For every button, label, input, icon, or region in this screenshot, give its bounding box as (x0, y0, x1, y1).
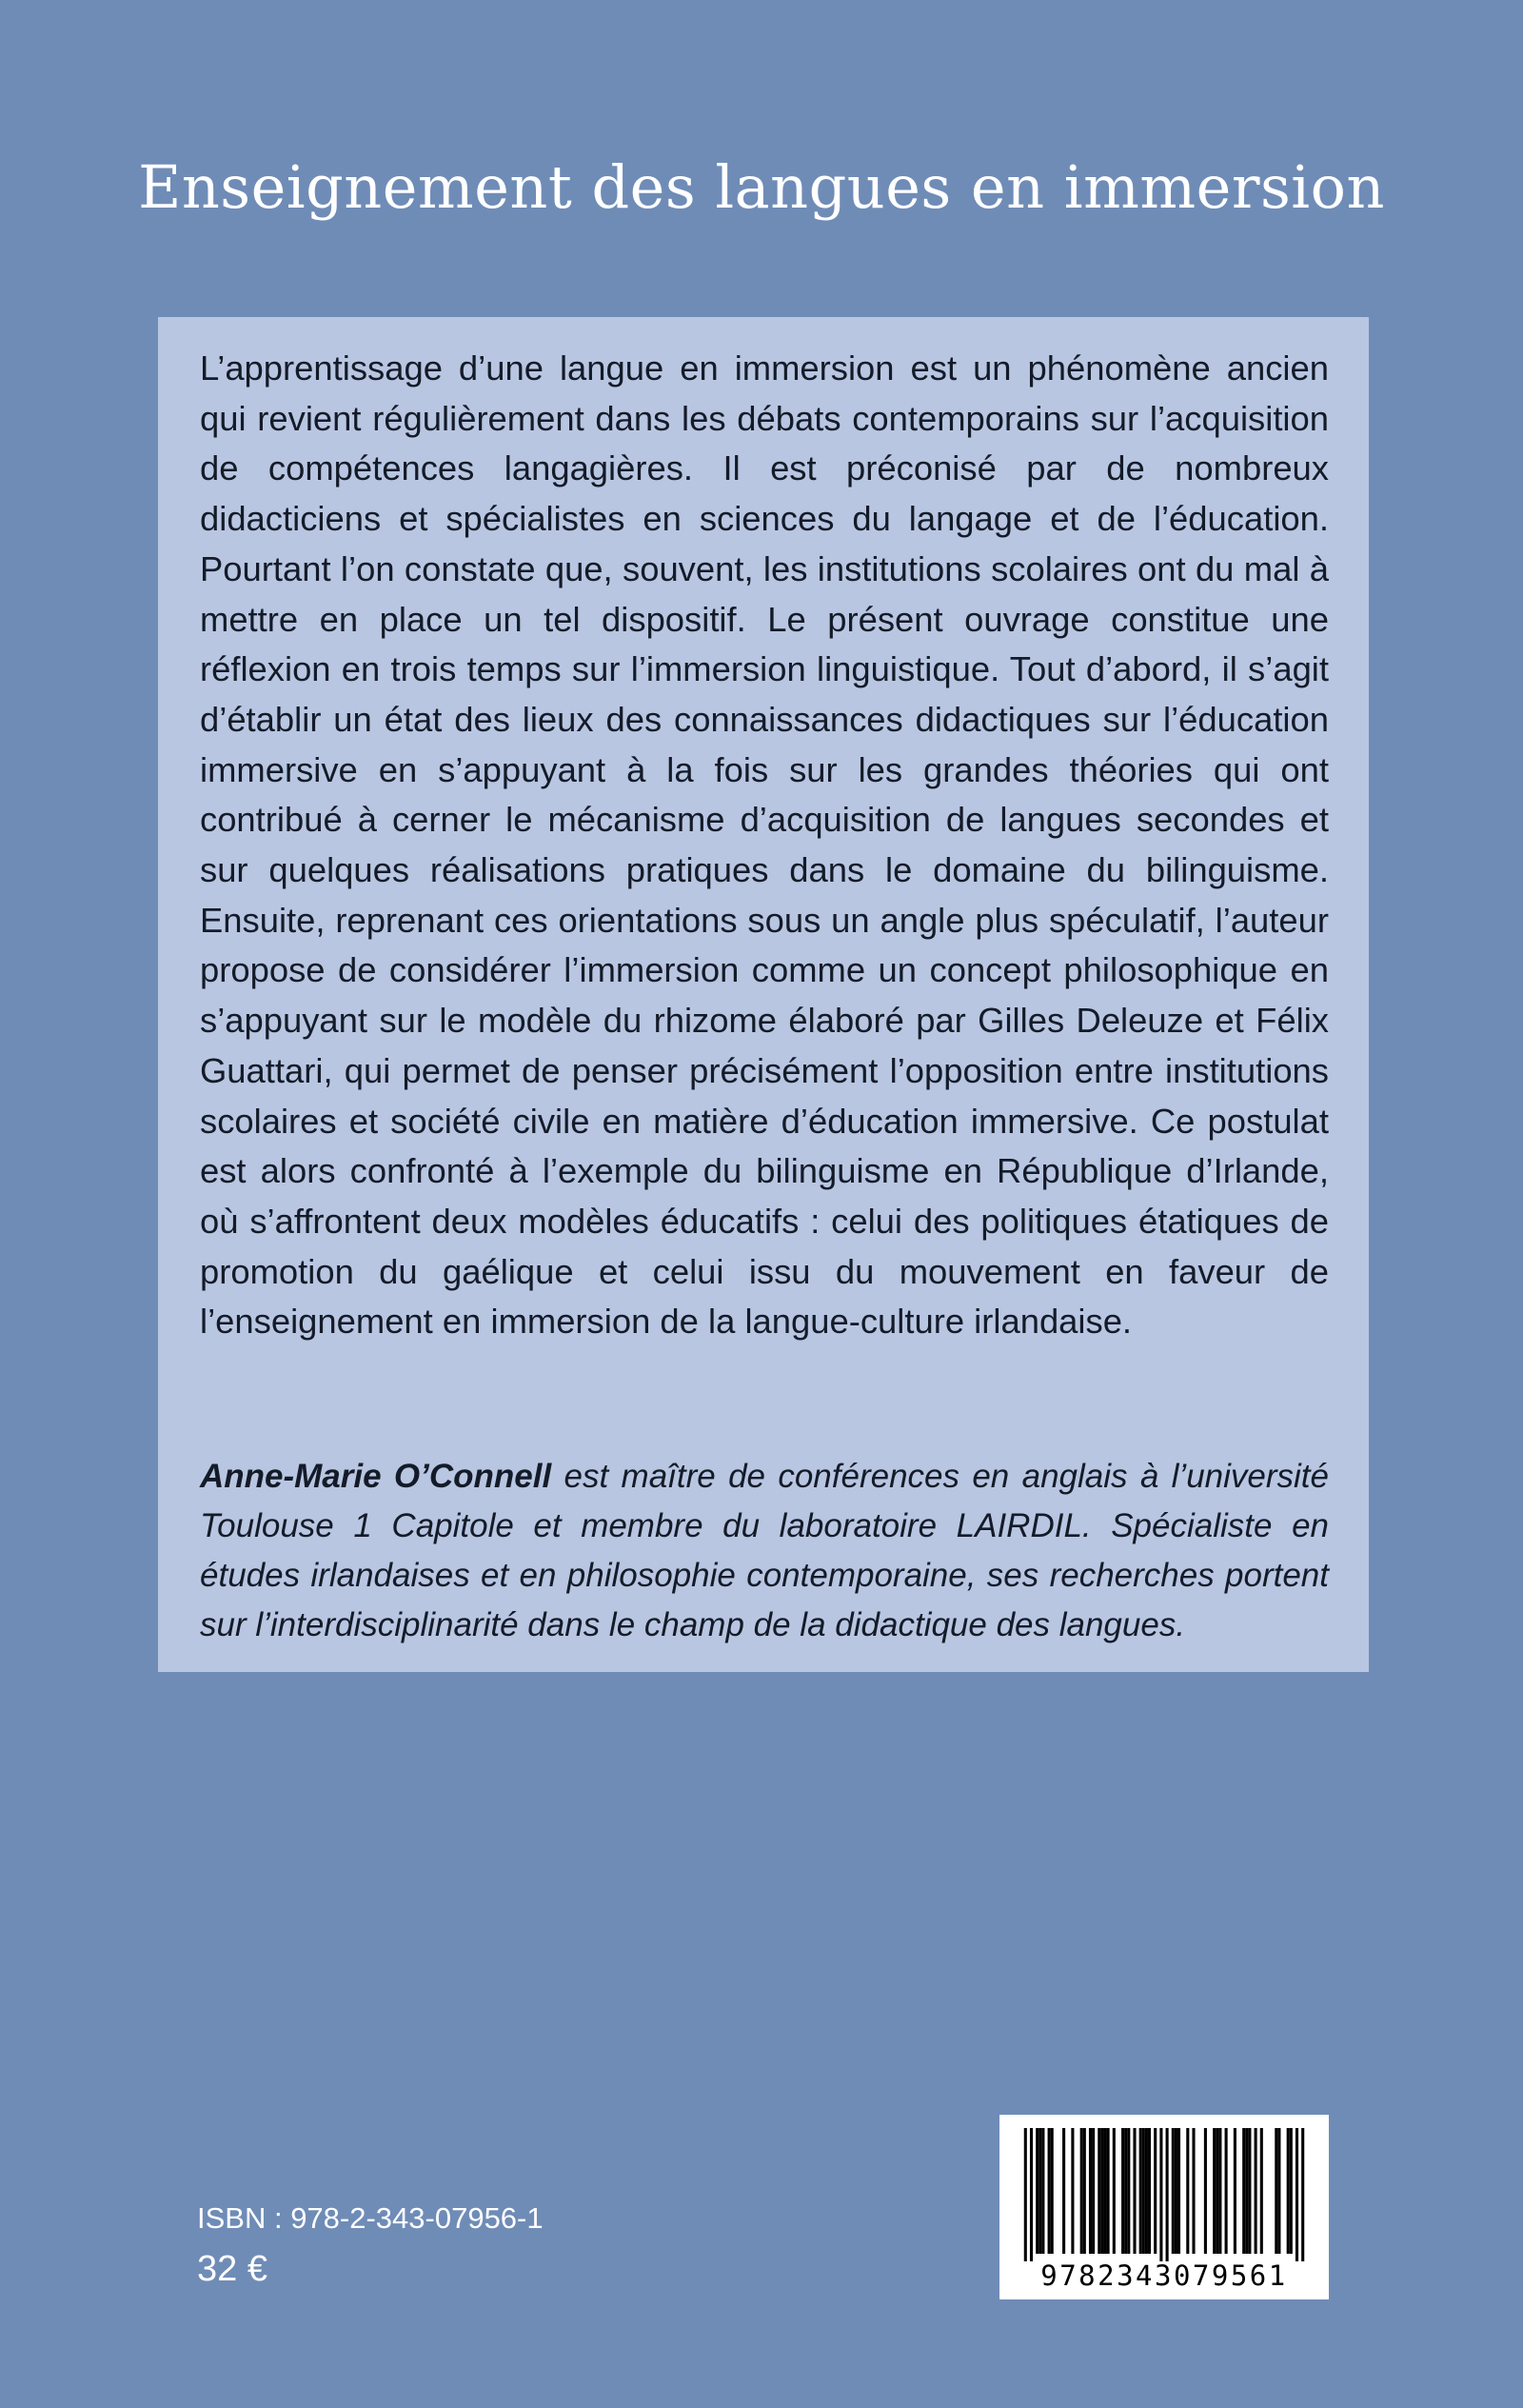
barcode-bar (1142, 2128, 1145, 2254)
barcode-bar (1083, 2128, 1086, 2254)
barcode-bar (1172, 2128, 1175, 2254)
barcode-bar (1139, 2128, 1142, 2254)
barcode-bar (1287, 2128, 1290, 2254)
barcode-bar (1048, 2128, 1051, 2254)
barcode-bar (1100, 2128, 1103, 2254)
author-note (200, 1452, 1329, 1650)
barcode-bar (1218, 2128, 1221, 2254)
barcode-bar (1296, 2128, 1298, 2261)
barcode-bar (1038, 2128, 1041, 2254)
barcode-bar (1080, 2128, 1083, 2254)
barcode-bar (1242, 2128, 1245, 2254)
barcode-bar (1036, 2128, 1038, 2254)
barcode-bar (1166, 2128, 1169, 2261)
barcode-bar (1216, 2128, 1218, 2254)
barcode-bar (1089, 2128, 1092, 2254)
book-title: Enseignement des langues en immersion (138, 152, 1385, 222)
barcode-bar (1213, 2128, 1216, 2254)
barcode-bar (1121, 2128, 1124, 2254)
barcode-bar (1275, 2128, 1277, 2254)
barcode-bar (1260, 2128, 1263, 2254)
barcode-bar (1225, 2128, 1228, 2254)
barcode-number: 9782343079561 (1040, 2259, 1288, 2292)
isbn: ISBN : 978-2-343-07956-1 (197, 2201, 544, 2235)
barcode-bar (1248, 2128, 1251, 2254)
barcode-bar (1255, 2128, 1257, 2254)
barcode-bar (1186, 2128, 1189, 2254)
barcode-bar (1133, 2128, 1136, 2254)
barcode (999, 2115, 1329, 2299)
barcode-bar (1301, 2128, 1304, 2261)
barcode-bar (1071, 2128, 1074, 2254)
price: 32 € (197, 2249, 267, 2289)
barcode-bar (1175, 2128, 1177, 2254)
barcode-bar (1192, 2128, 1195, 2254)
barcode-bar (1277, 2128, 1280, 2254)
barcode-bar (1154, 2128, 1157, 2254)
barcode-bar (1092, 2128, 1095, 2254)
author-bio: est maître de conférences en anglais à l’université Toulouse 1 Capitole et membre du laboratoire LAIRDIL. Spécialiste en études irlandaises et en philosophie contemporaine, ses recherches portent sur l’interdisciplinarité dans le champ de la didactique des langues. (200, 1458, 1329, 1644)
barcode-bar (1030, 2128, 1033, 2261)
barcode-bar (1124, 2128, 1127, 2254)
barcode-bar (1024, 2128, 1027, 2261)
author-name: Anne-Marie O’Connell (200, 1458, 552, 1496)
barcode-bar (1041, 2128, 1044, 2254)
summary-text: L’apprentissage d’une langue en immersion est un phénomène ancien qui revient régulièrement dans les débats contemporains sur l’acquisition de compétences langagières. Il est préconisé par de nombreux didacticiens et spécialistes en sciences du langage et de l’éducation. Pourtant l’on constate que, souvent, les institutions scolaires ont du mal à mettre en place un tel dispositif. Le présent ouvrage constitue une réflexion en trois temps sur l’immersion linguistique. Tout d’abord, il s’agit d’établir un état des lieux des connaissances didactiques sur l’éducation immersive en s’appuyant à la fois sur les grandes théories qui ont contribué à cerner le mécanisme d’acquisition de langues secondes et sur quelques réalisations pratiques dans le domaine du bilinguisme. Ensuite, reprenant ces orientations sous un angle plus spéculatif, l’auteur propose de considérer l’immersion comme un concept philosophique en s’appuyant sur le modèle du rhizome élaboré par Gilles Deleuze et Félix Guattari, qui permet de penser précisément l’opposition entre institutions scolaires et société civile en matière d’éducation immersive. Ce postulat est alors confronté à l’exemple du bilinguisme en République d’Irlande, où s’affrontent deux modèles éducatifs : celui des politiques étatiques de promotion du gaélique et celui issu du mouvement en faveur de l’enseignement en immersion de la langue-culture irlandaise. (200, 348, 1329, 1342)
barcode-bar (1148, 2128, 1151, 2254)
barcode-bar (1107, 2128, 1110, 2254)
barcode-bar (1051, 2128, 1054, 2254)
barcode-bar (1177, 2128, 1180, 2254)
barcode-bar (1127, 2128, 1130, 2254)
barcode-bar (1062, 2128, 1065, 2254)
barcode-bar (1245, 2128, 1248, 2254)
barcode-bar (1204, 2128, 1207, 2254)
barcode-bar (1290, 2128, 1293, 2254)
barcode-bar (1103, 2128, 1106, 2254)
barcode-bar (1098, 2128, 1100, 2254)
barcode-bar (1145, 2128, 1148, 2254)
summary-panel (158, 317, 1369, 1672)
barcode-bar (1159, 2128, 1162, 2261)
barcode-bar (1234, 2128, 1236, 2254)
barcode-bar (1113, 2128, 1116, 2254)
